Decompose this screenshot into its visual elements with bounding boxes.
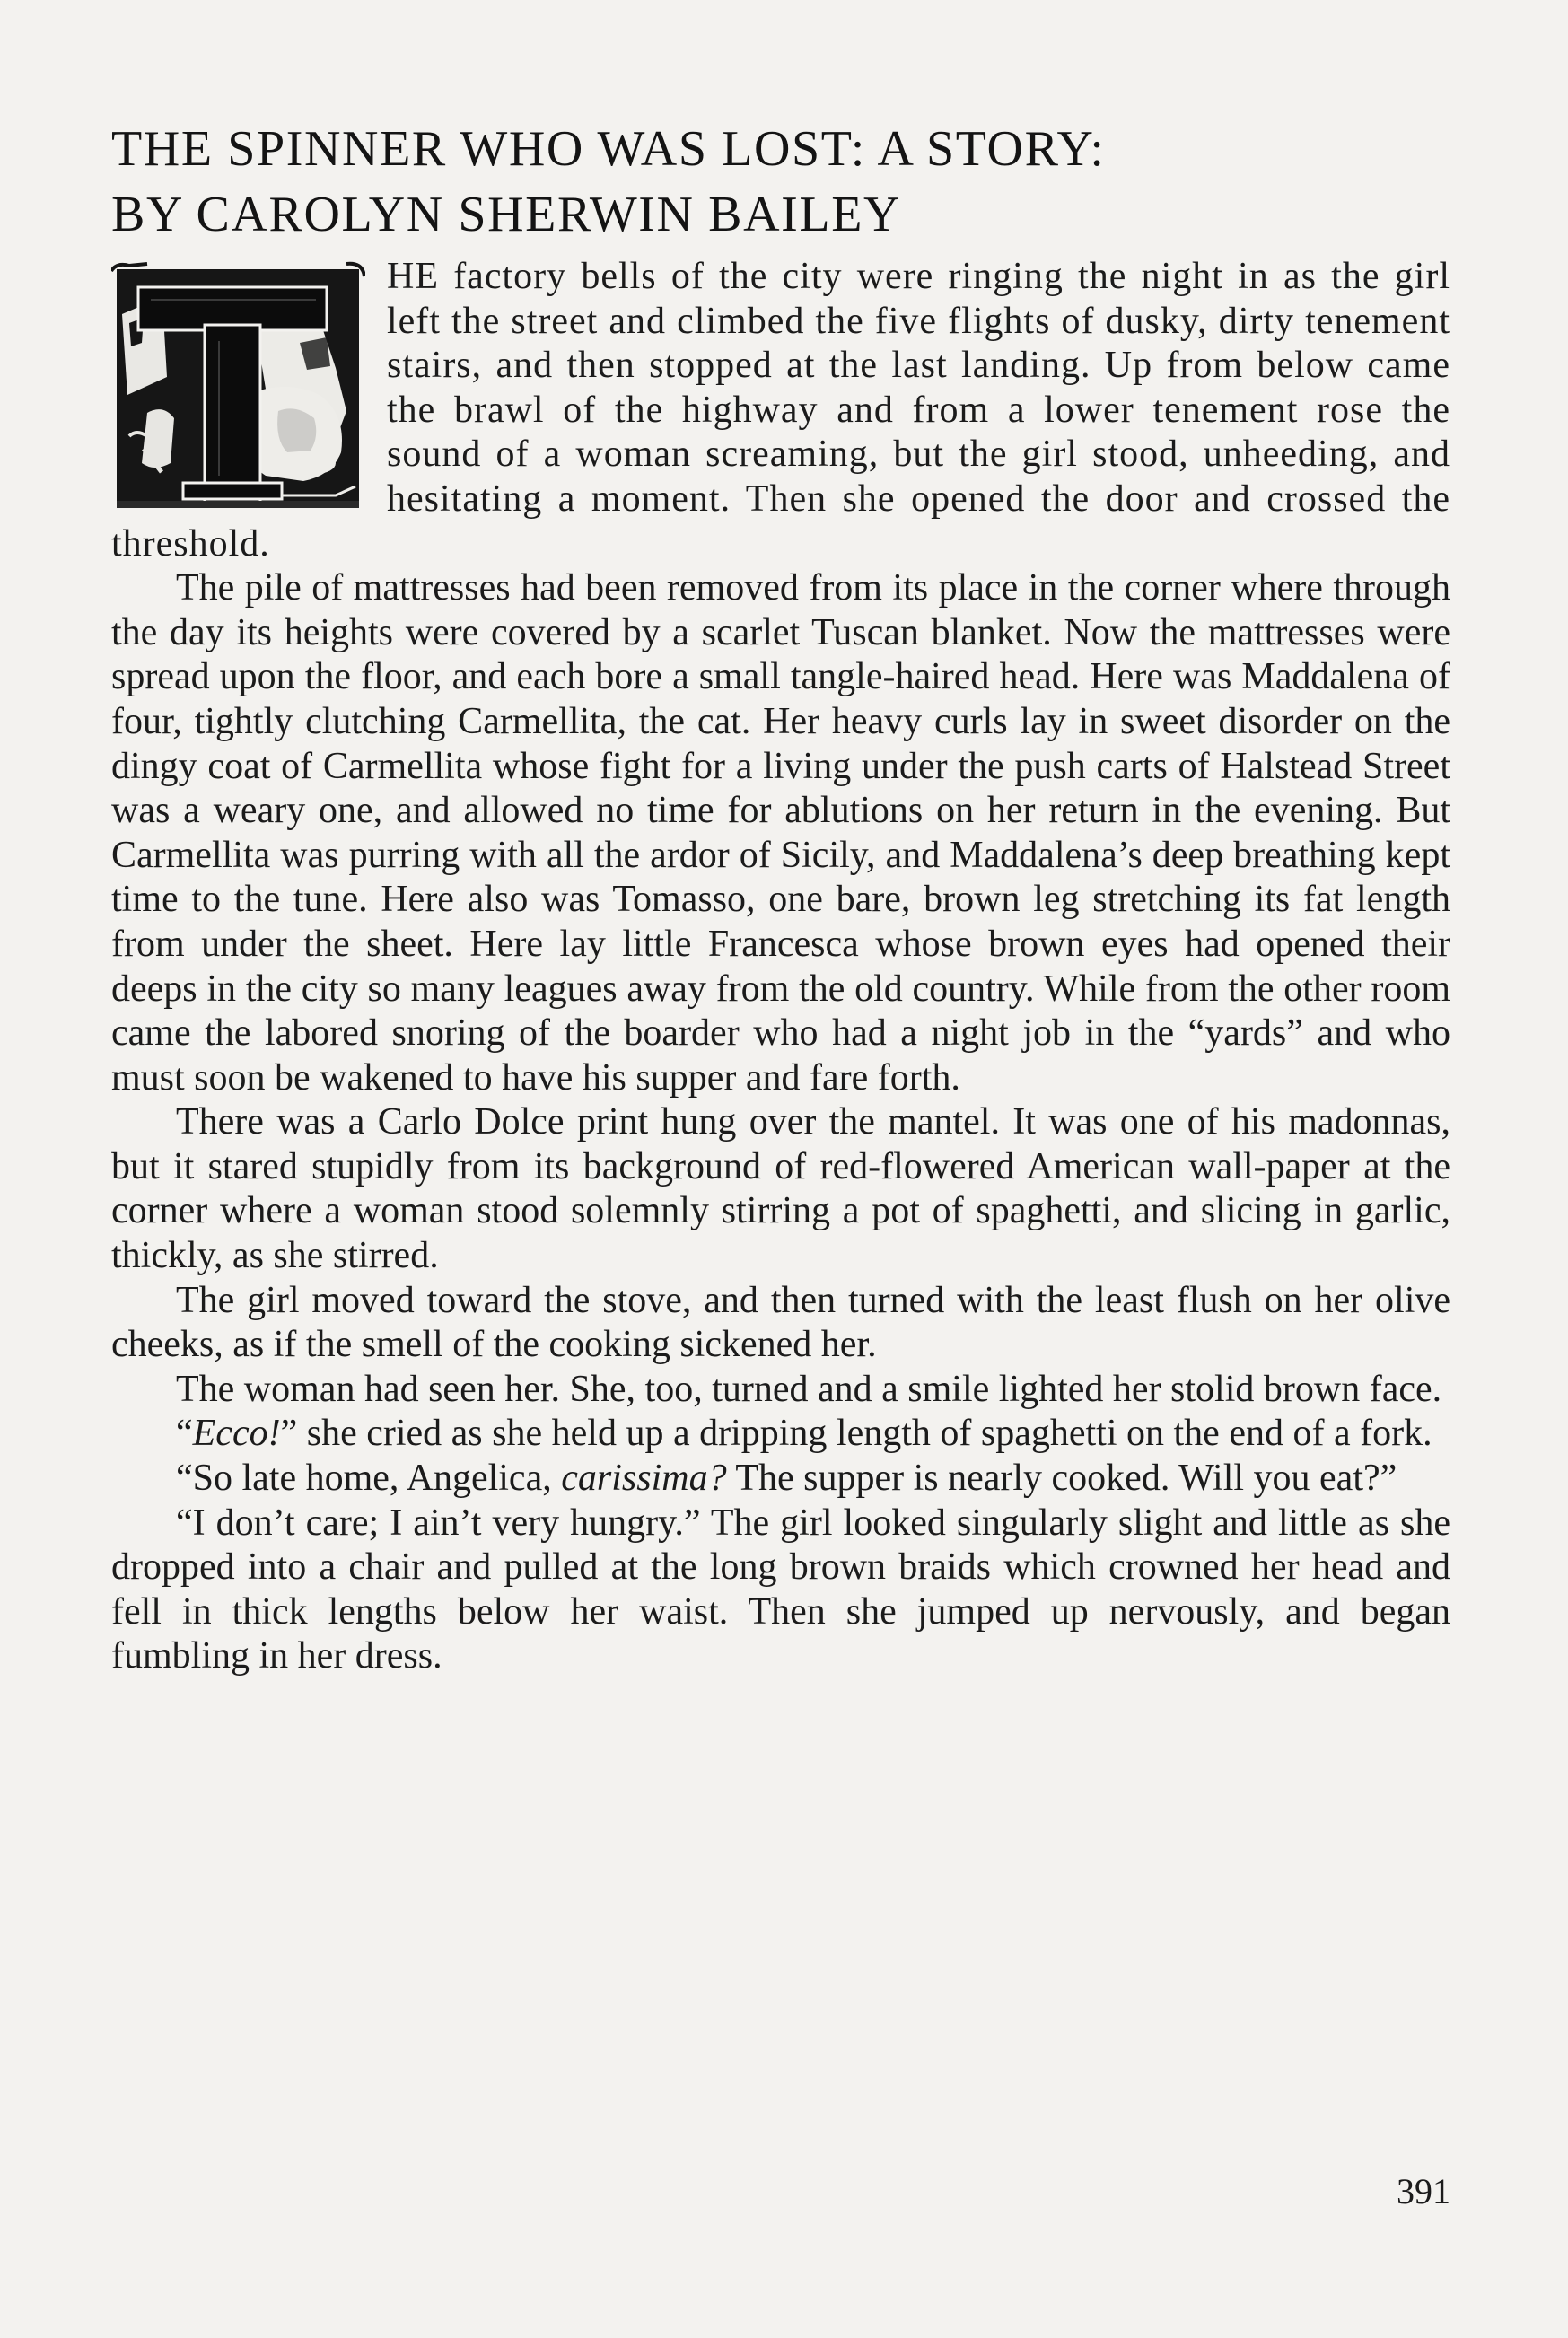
drop-cap-woodcut-icon bbox=[111, 260, 365, 513]
italic-carissima: carissima? bbox=[561, 1458, 727, 1500]
article-page bbox=[111, 117, 1450, 1679]
article-body bbox=[111, 255, 1450, 1679]
paragraph-5: The woman had seen her. She, too, turned and a smile lighted her stolid brown face. bbox=[176, 1368, 1442, 1410]
title-line-1: THE SPINNER WHO WAS LOST: A STORY: bbox=[111, 121, 1106, 177]
paragraph-1: HE factory bells of the city were ringing the night in as the girl left the street and climbed the five flights of dusky, dirty tenement stairs, and then stopped at the last landing. Up from below came the brawl of the highway and from a lower tenement rose the sound of a woman screaming, but the girl stood, unheeding, and hesitating a moment. Then she opened the door and crossed the threshold. bbox=[111, 256, 1450, 565]
paragraph-7: “So late home, Angelica, carissima? The supper is nearly cooked. Will you eat?” bbox=[176, 1458, 1397, 1500]
paragraph-6: “Ecco!” she cried as she held up a dripping length of spaghetti on the end of a fork. bbox=[176, 1413, 1432, 1455]
italic-ecco: Ecco! bbox=[192, 1413, 281, 1455]
title-line-2: BY CAROLYN SHERWIN BAILEY bbox=[111, 187, 902, 242]
paragraph-8: “I don’t care; I ain’t very hungry.” The girl looked singularly slight and little as she dropped into a chair and pulled at the long brown braids which crowned her head and fell in thick lengths below her waist. Then she jumped up nervously, and began fumbling in her dress. bbox=[111, 1502, 1450, 1677]
paragraph-3: There was a Carlo Dolce print hung over the mantel. It was one of his madonnas, but it stared stupidly from its background of red-flowered American wall-paper at the corner where a woman stood solemnly stirring a pot of spaghetti, and slicing in garlic, thickly, as she stirred. bbox=[111, 1101, 1450, 1277]
paragraph-4: The girl moved toward the stove, and then turned with the least flush on her olive cheeks, as if the smell of the cooking sickened her. bbox=[111, 1279, 1450, 1366]
article-title bbox=[111, 117, 1450, 248]
paragraph-2: The pile of mattresses had been removed from its place in the corner where through the day its heights were covered by a scarlet Tuscan blanket. Now the mattresses were spread upon the floor, and each bore a small tangle-haired head. Here was Maddalena of four, tightly clutching Carmellita, the cat. Her heavy curls lay in sweet disorder on the dingy coat of Carmellita whose fight for a living under the push carts of Halstead Street was a weary one, and allowed no time for ablutions on her return in the evening. But Carmellita was purring with all the ardor of Sicily, and Maddalena’s deep breathing kept time to the tune. Here also was Tomasso, one bare, brown leg stretching its fat length from under the sheet. Here lay little Francesca whose brown eyes had opened their deeps in the city so many leagues away from the old country. While from the other room came the labored snoring of the boarder who had a night job in the “yards” and who must soon be wakened to have his supper and fare forth. bbox=[111, 567, 1450, 1099]
page-number: 391 bbox=[1397, 2171, 1450, 2211]
